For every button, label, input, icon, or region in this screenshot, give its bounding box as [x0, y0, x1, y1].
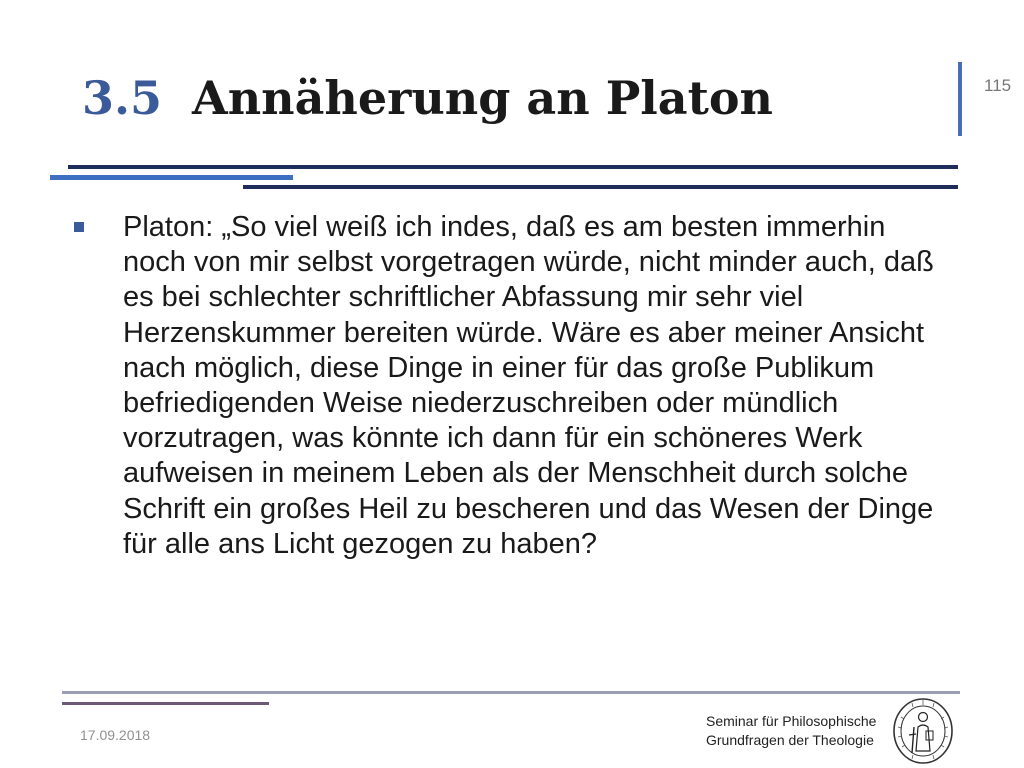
header-rule-accent — [50, 175, 293, 180]
footer-rule-grey — [62, 691, 960, 694]
footer-rule-plum — [62, 702, 269, 705]
page-number: 115 — [984, 76, 1012, 95]
title-text: Annäherung an Platon — [192, 71, 773, 125]
header-rule-bottom — [243, 185, 958, 189]
quote-text: Platon: „So viel weiß ich indes, daß es am besten immerhin noch von mir selbst vorgetragen würde, nicht minder auch, daß es bei schlechter schriftlicher Abfassung mir sehr viel Herzenskummer bereiten würde. Wäre es aber meiner Ansicht nach möglich, diese Dinge in einer für das große Publikum befriedigenden Weise niederzuschreiben oder mündlich vorzutragen, was könnte ich dann für ein schöneres Werk aufweisen in meinem Leben als der Menschheit durch solche Schrift ein großes Heil zu bescheren und das Wesen der Dinge für alle ans Licht gezogen zu haben? — [123, 211, 934, 560]
institution-line-2: Grundfragen der Theologie — [706, 732, 874, 748]
section-number: 3.5 — [82, 71, 163, 125]
institution-line-1: Seminar für Philosophische — [706, 713, 877, 729]
institution-name — [706, 712, 876, 750]
header-rule-top — [68, 165, 958, 169]
university-seal-icon — [892, 697, 954, 765]
footer-date: 17.09.2018 — [80, 727, 151, 743]
square-bullet-icon — [74, 222, 84, 232]
slide-title — [82, 70, 773, 126]
title-vertical-bar — [958, 62, 962, 136]
